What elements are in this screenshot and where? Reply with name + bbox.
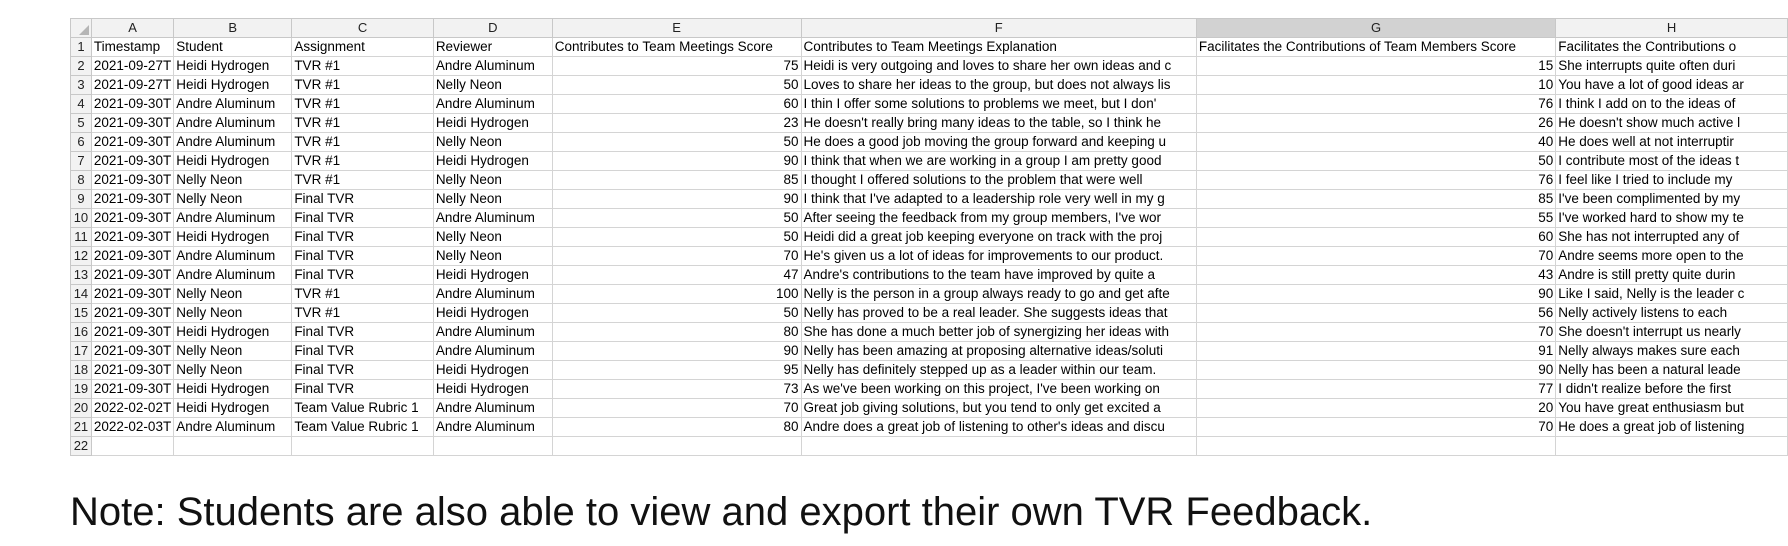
column-header-c[interactable]: C [292, 19, 434, 38]
column-header-g[interactable]: G [1196, 19, 1555, 38]
cell-timestamp[interactable]: 2021-09-30T [91, 380, 173, 399]
table-row [71, 76, 1788, 95]
cell-student[interactable]: Heidi Hydrogen [174, 152, 292, 171]
row-number[interactable]: 3 [71, 76, 92, 95]
cell-meetings-explanation[interactable]: He's given us a lot of ideas for improvements to our product. [801, 247, 1196, 266]
cell-meetings-explanation[interactable]: Heidi did a great job keeping everyone on track with the proj [801, 228, 1196, 247]
cell-meetings-explanation[interactable]: Great job giving solutions, but you tend to only get excited a [801, 399, 1196, 418]
cell-timestamp[interactable]: 2021-09-30T [91, 323, 173, 342]
cell-facilitates-explanation[interactable]: Nelly actively listens to each [1556, 304, 1788, 323]
cell-assignment[interactable]: Final TVR [292, 228, 434, 247]
cell-meetings-score[interactable]: 80 [552, 323, 801, 342]
table-row [71, 323, 1788, 342]
cell-facilitates-explanation[interactable]: I contribute most of the ideas t [1556, 152, 1788, 171]
cell-facilitates-explanation[interactable]: I feel like I tried to include my [1556, 171, 1788, 190]
cell-facilitates-score[interactable]: 90 [1196, 285, 1555, 304]
cell-facilitates-score[interactable]: 70 [1196, 247, 1555, 266]
cell-facilitates-score[interactable]: 55 [1196, 209, 1555, 228]
cell-meetings-score[interactable]: 50 [552, 228, 801, 247]
header-cell-reviewer[interactable]: Reviewer [433, 38, 552, 57]
table-row [71, 228, 1788, 247]
table-row-empty [71, 437, 1788, 456]
row-number[interactable]: 14 [71, 285, 92, 304]
cell-timestamp[interactable]: 2021-09-30T [91, 285, 173, 304]
row-number[interactable]: 4 [71, 95, 92, 114]
cell-facilitates-explanation[interactable]: He does a great job of listening [1556, 418, 1788, 437]
cell-meetings-score[interactable]: 70 [552, 399, 801, 418]
cell-reviewer[interactable]: Andre Aluminum [433, 342, 552, 361]
cell-facilitates-explanation[interactable]: Andre seems more open to the [1556, 247, 1788, 266]
cell-facilitates-score[interactable]: 76 [1196, 171, 1555, 190]
column-header-row [71, 19, 1788, 38]
cell-facilitates-explanation[interactable]: I think I add on to the ideas of [1556, 95, 1788, 114]
table-row [71, 285, 1788, 304]
cell-meetings-score[interactable]: 85 [552, 171, 801, 190]
cell-timestamp[interactable]: 2022-02-03T [91, 418, 173, 437]
cell-timestamp[interactable]: 2021-09-30T [91, 247, 173, 266]
cell-facilitates-score[interactable]: 26 [1196, 114, 1555, 133]
cell-student[interactable]: Andre Aluminum [174, 418, 292, 437]
column-header-f[interactable]: F [801, 19, 1196, 38]
cell-facilitates-score[interactable]: 15 [1196, 57, 1555, 76]
cell-facilitates-score[interactable]: 60 [1196, 228, 1555, 247]
cell-facilitates-explanation[interactable]: He does well at not interruptir [1556, 133, 1788, 152]
cell-facilitates-score[interactable]: 76 [1196, 95, 1555, 114]
table-row [71, 380, 1788, 399]
cell-reviewer[interactable]: Heidi Hydrogen [433, 152, 552, 171]
cell-assignment[interactable]: Team Value Rubric 1 [292, 399, 434, 418]
cell-student[interactable]: Nelly Neon [174, 285, 292, 304]
cell-student[interactable]: Nelly Neon [174, 171, 292, 190]
table-row [71, 57, 1788, 76]
column-header-a[interactable]: A [91, 19, 173, 38]
cell-student[interactable]: Heidi Hydrogen [174, 57, 292, 76]
cell-meetings-explanation[interactable]: Andre's contributions to the team have improved by quite a [801, 266, 1196, 285]
cell-meetings-explanation[interactable]: Andre does a great job of listening to other's ideas and discu [801, 418, 1196, 437]
cell-facilitates-score[interactable]: 10 [1196, 76, 1555, 95]
row-number[interactable]: 19 [71, 380, 92, 399]
row-number[interactable]: 11 [71, 228, 92, 247]
row-number[interactable]: 21 [71, 418, 92, 437]
cell-reviewer[interactable]: Nelly Neon [433, 190, 552, 209]
cell-facilitates-score[interactable]: 90 [1196, 361, 1555, 380]
cell-facilitates-explanation[interactable]: Nelly always makes sure each [1556, 342, 1788, 361]
cell-assignment[interactable]: TVR #1 [292, 304, 434, 323]
cell-assignment[interactable]: Final TVR [292, 323, 434, 342]
cell-assignment[interactable]: TVR #1 [292, 152, 434, 171]
empty-cell[interactable] [552, 437, 801, 456]
cell-timestamp[interactable]: 2021-09-30T [91, 114, 173, 133]
cell-meetings-score[interactable]: 90 [552, 342, 801, 361]
cell-facilitates-explanation[interactable]: I didn't realize before the first [1556, 380, 1788, 399]
cell-student[interactable]: Nelly Neon [174, 342, 292, 361]
cell-reviewer[interactable]: Andre Aluminum [433, 323, 552, 342]
cell-timestamp[interactable]: 2021-09-30T [91, 361, 173, 380]
row-number[interactable]: 8 [71, 171, 92, 190]
cell-facilitates-explanation[interactable]: You have great enthusiasm but [1556, 399, 1788, 418]
cell-meetings-explanation[interactable]: Nelly has been amazing at proposing alternative ideas/soluti [801, 342, 1196, 361]
cell-assignment[interactable]: TVR #1 [292, 57, 434, 76]
select-all-icon [79, 25, 89, 35]
cell-assignment[interactable]: Final TVR [292, 266, 434, 285]
cell-assignment[interactable]: TVR #1 [292, 171, 434, 190]
cell-meetings-score[interactable]: 60 [552, 95, 801, 114]
cell-reviewer[interactable]: Nelly Neon [433, 76, 552, 95]
cell-meetings-explanation[interactable]: I thought I offered solutions to the problem that were well [801, 171, 1196, 190]
cell-reviewer[interactable]: Andre Aluminum [433, 209, 552, 228]
note-text: Note: Students are also able to view and export their own TVR Feedback. [70, 490, 1373, 534]
cell-student[interactable]: Andre Aluminum [174, 133, 292, 152]
cell-reviewer[interactable]: Andre Aluminum [433, 285, 552, 304]
table-row [71, 247, 1788, 266]
cell-facilitates-explanation[interactable]: You have a lot of good ideas ar [1556, 76, 1788, 95]
spreadsheet-grid [70, 18, 1788, 456]
empty-cell[interactable] [91, 437, 173, 456]
cell-reviewer[interactable]: Nelly Neon [433, 247, 552, 266]
table-header-row [71, 38, 1788, 57]
cell-assignment[interactable]: TVR #1 [292, 76, 434, 95]
cell-reviewer[interactable]: Heidi Hydrogen [433, 114, 552, 133]
cell-reviewer[interactable]: Nelly Neon [433, 228, 552, 247]
cell-meetings-score[interactable]: 23 [552, 114, 801, 133]
column-header-b[interactable]: B [174, 19, 292, 38]
header-cell-explanation1[interactable]: Contributes to Team Meetings Explanation [801, 38, 1196, 57]
row-number[interactable]: 10 [71, 209, 92, 228]
header-cell-explanation2[interactable]: Facilitates the Contributions o [1556, 38, 1788, 57]
row-number[interactable]: 1 [71, 38, 92, 57]
table-row [71, 342, 1788, 361]
table-row [71, 95, 1788, 114]
row-number[interactable]: 15 [71, 304, 92, 323]
cell-meetings-score[interactable]: 73 [552, 380, 801, 399]
cell-student[interactable]: Heidi Hydrogen [174, 380, 292, 399]
cell-facilitates-score[interactable]: 70 [1196, 323, 1555, 342]
cell-reviewer[interactable]: Andre Aluminum [433, 399, 552, 418]
row-number[interactable]: 22 [71, 437, 92, 456]
cell-meetings-score[interactable]: 100 [552, 285, 801, 304]
header-cell-score2[interactable]: Facilitates the Contributions of Team Members Score [1196, 38, 1555, 57]
cell-meetings-explanation[interactable]: After seeing the feedback from my group members, I've wor [801, 209, 1196, 228]
empty-cell[interactable] [1196, 437, 1555, 456]
table-row [71, 152, 1788, 171]
cell-facilitates-explanation[interactable]: I've worked hard to show my te [1556, 209, 1788, 228]
cell-meetings-explanation[interactable]: She has done a much better job of synergizing her ideas with [801, 323, 1196, 342]
cell-reviewer[interactable]: Nelly Neon [433, 133, 552, 152]
cell-facilitates-score[interactable]: 50 [1196, 152, 1555, 171]
spreadsheet [70, 18, 1788, 456]
cell-reviewer[interactable]: Heidi Hydrogen [433, 380, 552, 399]
cell-student[interactable]: Heidi Hydrogen [174, 76, 292, 95]
cell-reviewer[interactable]: Heidi Hydrogen [433, 361, 552, 380]
cell-facilitates-score[interactable]: 20 [1196, 399, 1555, 418]
cell-assignment[interactable]: Final TVR [292, 247, 434, 266]
row-number[interactable]: 2 [71, 57, 92, 76]
cell-meetings-score[interactable]: 47 [552, 266, 801, 285]
row-number[interactable]: 13 [71, 266, 92, 285]
table-row [71, 190, 1788, 209]
cell-assignment[interactable]: TVR #1 [292, 95, 434, 114]
cell-timestamp[interactable]: 2021-09-30T [91, 95, 173, 114]
header-cell-student[interactable]: Student [174, 38, 292, 57]
column-header-e[interactable]: E [552, 19, 801, 38]
cell-meetings-explanation[interactable]: Nelly has definitely stepped up as a leader within our team. [801, 361, 1196, 380]
cell-facilitates-score[interactable]: 85 [1196, 190, 1555, 209]
cell-meetings-score[interactable]: 95 [552, 361, 801, 380]
table-row [71, 171, 1788, 190]
cell-reviewer[interactable]: Heidi Hydrogen [433, 266, 552, 285]
cell-facilitates-score[interactable]: 40 [1196, 133, 1555, 152]
row-number[interactable]: 12 [71, 247, 92, 266]
cell-student[interactable]: Andre Aluminum [174, 247, 292, 266]
cell-reviewer[interactable]: Andre Aluminum [433, 57, 552, 76]
cell-student[interactable]: Nelly Neon [174, 190, 292, 209]
cell-facilitates-explanation[interactable]: Like I said, Nelly is the leader c [1556, 285, 1788, 304]
cell-student[interactable]: Nelly Neon [174, 361, 292, 380]
header-cell-timestamp[interactable]: Timestamp [91, 38, 173, 57]
cell-facilitates-score[interactable]: 70 [1196, 418, 1555, 437]
cell-facilitates-explanation[interactable]: She has not interrupted any of [1556, 228, 1788, 247]
cell-student[interactable]: Andre Aluminum [174, 95, 292, 114]
column-header-h[interactable]: H [1556, 19, 1788, 38]
cell-student[interactable]: Heidi Hydrogen [174, 399, 292, 418]
cell-meetings-explanation[interactable]: I think that I've adapted to a leadership role very well in my g [801, 190, 1196, 209]
table-row [71, 304, 1788, 323]
cell-student[interactable]: Andre Aluminum [174, 114, 292, 133]
row-number[interactable]: 9 [71, 190, 92, 209]
cell-student[interactable]: Andre Aluminum [174, 209, 292, 228]
cell-assignment[interactable]: TVR #1 [292, 133, 434, 152]
cell-facilitates-score[interactable]: 77 [1196, 380, 1555, 399]
cell-meetings-explanation[interactable]: He does a good job moving the group forward and keeping u [801, 133, 1196, 152]
cell-timestamp[interactable]: 2021-09-27T [91, 76, 173, 95]
cell-reviewer[interactable]: Heidi Hydrogen [433, 304, 552, 323]
cell-student[interactable]: Heidi Hydrogen [174, 323, 292, 342]
row-number[interactable]: 6 [71, 133, 92, 152]
cell-facilitates-explanation[interactable]: Nelly has been a natural leade [1556, 361, 1788, 380]
table-row [71, 114, 1788, 133]
cell-meetings-explanation[interactable]: As we've been working on this project, I've been working on [801, 380, 1196, 399]
cell-timestamp[interactable]: 2021-09-30T [91, 266, 173, 285]
cell-timestamp[interactable]: 2021-09-30T [91, 228, 173, 247]
table-row [71, 399, 1788, 418]
cell-meetings-score[interactable]: 80 [552, 418, 801, 437]
cell-facilitates-explanation[interactable]: Andre is still pretty quite durin [1556, 266, 1788, 285]
cell-meetings-score[interactable]: 90 [552, 190, 801, 209]
cell-timestamp[interactable]: 2021-09-30T [91, 152, 173, 171]
cell-meetings-score[interactable]: 70 [552, 247, 801, 266]
cell-facilitates-score[interactable]: 56 [1196, 304, 1555, 323]
cell-meetings-explanation[interactable]: Nelly is the person in a group always ready to go and get afte [801, 285, 1196, 304]
select-all-corner[interactable] [71, 19, 92, 38]
cell-assignment[interactable]: Team Value Rubric 1 [292, 418, 434, 437]
header-cell-score1[interactable]: Contributes to Team Meetings Score [552, 38, 801, 57]
cell-meetings-score[interactable]: 50 [552, 133, 801, 152]
cell-meetings-score[interactable]: 50 [552, 76, 801, 95]
cell-facilitates-score[interactable]: 43 [1196, 266, 1555, 285]
cell-timestamp[interactable]: 2022-02-02T [91, 399, 173, 418]
cell-meetings-explanation[interactable]: I think that when we are working in a group I am pretty good [801, 152, 1196, 171]
cell-reviewer[interactable]: Andre Aluminum [433, 95, 552, 114]
header-cell-assignment[interactable]: Assignment [292, 38, 434, 57]
cell-meetings-explanation[interactable]: He doesn't really bring many ideas to the table, so I think he [801, 114, 1196, 133]
table-row [71, 209, 1788, 228]
table-row [71, 361, 1788, 380]
row-number[interactable]: 7 [71, 152, 92, 171]
cell-student[interactable]: Heidi Hydrogen [174, 228, 292, 247]
cell-timestamp[interactable]: 2021-09-30T [91, 171, 173, 190]
cell-meetings-explanation[interactable]: I thin I offer some solutions to problems we meet, but I don' [801, 95, 1196, 114]
cell-meetings-explanation[interactable]: Heidi is very outgoing and loves to share her own ideas and c [801, 57, 1196, 76]
cell-timestamp[interactable]: 2021-09-30T [91, 190, 173, 209]
row-number[interactable]: 20 [71, 399, 92, 418]
empty-cell[interactable] [801, 437, 1196, 456]
row-number[interactable]: 5 [71, 114, 92, 133]
cell-facilitates-explanation[interactable]: She doesn't interrupt us nearly [1556, 323, 1788, 342]
row-number[interactable]: 16 [71, 323, 92, 342]
cell-facilitates-explanation[interactable]: I've been complimented by my [1556, 190, 1788, 209]
cell-timestamp[interactable]: 2021-09-30T [91, 342, 173, 361]
cell-meetings-score[interactable]: 75 [552, 57, 801, 76]
cell-assignment[interactable]: TVR #1 [292, 114, 434, 133]
cell-reviewer[interactable]: Nelly Neon [433, 171, 552, 190]
table-row [71, 266, 1788, 285]
cell-facilitates-explanation[interactable]: She interrupts quite often duri [1556, 57, 1788, 76]
cell-assignment[interactable]: Final TVR [292, 209, 434, 228]
cell-timestamp[interactable]: 2021-09-30T [91, 133, 173, 152]
cell-assignment[interactable]: Final TVR [292, 380, 434, 399]
empty-cell[interactable] [292, 437, 434, 456]
row-number[interactable]: 17 [71, 342, 92, 361]
row-number[interactable]: 18 [71, 361, 92, 380]
cell-student[interactable]: Andre Aluminum [174, 266, 292, 285]
empty-cell[interactable] [174, 437, 292, 456]
cell-meetings-explanation[interactable]: Nelly has proved to be a real leader. She suggests ideas that [801, 304, 1196, 323]
empty-cell[interactable] [1556, 437, 1788, 456]
empty-cell[interactable] [433, 437, 552, 456]
cell-meetings-explanation[interactable]: Loves to share her ideas to the group, but does not always lis [801, 76, 1196, 95]
table-row [71, 418, 1788, 437]
cell-facilitates-explanation[interactable]: He doesn't show much active l [1556, 114, 1788, 133]
cell-assignment[interactable]: Final TVR [292, 190, 434, 209]
cell-timestamp[interactable]: 2021-09-30T [91, 304, 173, 323]
cell-timestamp[interactable]: 2021-09-27T [91, 57, 173, 76]
cell-meetings-score[interactable]: 50 [552, 304, 801, 323]
cell-assignment[interactable]: Final TVR [292, 361, 434, 380]
cell-facilitates-score[interactable]: 91 [1196, 342, 1555, 361]
cell-student[interactable]: Nelly Neon [174, 304, 292, 323]
cell-timestamp[interactable]: 2021-09-30T [91, 209, 173, 228]
cell-reviewer[interactable]: Andre Aluminum [433, 418, 552, 437]
cell-meetings-score[interactable]: 50 [552, 209, 801, 228]
cell-meetings-score[interactable]: 90 [552, 152, 801, 171]
cell-assignment[interactable]: Final TVR [292, 342, 434, 361]
column-header-d[interactable]: D [433, 19, 552, 38]
cell-assignment[interactable]: TVR #1 [292, 285, 434, 304]
table-row [71, 133, 1788, 152]
